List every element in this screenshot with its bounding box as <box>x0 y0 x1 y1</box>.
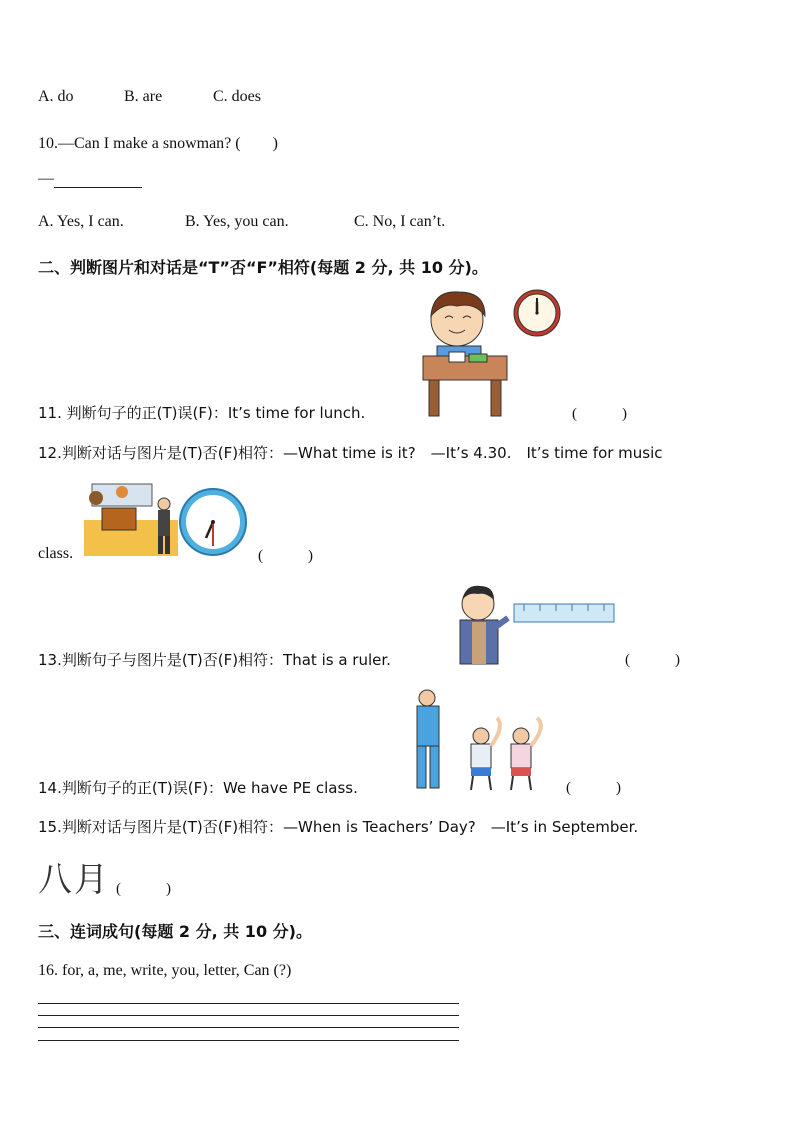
q10-question: 10.—Can I make a snowman? ( ) <box>38 135 278 152</box>
q10-option-a: A. Yes, I can. <box>38 213 124 230</box>
answer-line-4[interactable] <box>38 1040 459 1041</box>
pe-class-picture <box>405 688 555 792</box>
august-calligraphy-image: 八月 <box>38 860 110 900</box>
answer-line-1[interactable] <box>38 1003 459 1004</box>
q13-text: 13.判断句子与图片是(T)否(F)相符：That is a ruler. <box>38 651 391 669</box>
q10-answer-line[interactable] <box>38 170 142 188</box>
q9-option-b: B. are <box>124 88 163 105</box>
answer-line-2[interactable] <box>38 1015 459 1016</box>
music-class-picture <box>82 480 252 560</box>
boy-ruler-picture <box>446 584 618 666</box>
q11-answer-blank[interactable]: ( ) <box>572 406 627 422</box>
q15-text: 15.判断对话与图片是(T)否(F)相符：—When is Teachers’ Day? —It’s in September. <box>38 818 639 836</box>
q12-text: 12.判断对话与图片是(T)否(F)相符：—What time is it? —It’s 4.30. It’s time for music <box>38 444 663 462</box>
q14-answer-blank[interactable]: ( ) <box>566 780 621 796</box>
q12-text-continued: class. <box>38 545 74 562</box>
q10-dash: — <box>38 170 54 187</box>
q16-text: 16. for, a, me, write, you, letter, Can (?) <box>38 962 292 979</box>
section3-title: 三、连词成句(每题 2 分, 共 10 分)。 <box>38 922 312 941</box>
q15-answer-blank[interactable]: ( ) <box>116 881 171 897</box>
q11-text: 11. 判断句子的正(T)误(F)：It’s time for lunch. <box>38 404 366 422</box>
q9-option-c: C. does <box>213 88 261 105</box>
q13-answer-blank[interactable]: ( ) <box>625 652 680 668</box>
boy-lunch-picture <box>415 288 565 420</box>
answer-line-3[interactable] <box>38 1027 459 1028</box>
q10-option-b: B. Yes, you can. <box>185 213 289 230</box>
section2-title: 二、判断图片和对话是“T”否“F”相符(每题 2 分, 共 10 分)。 <box>38 258 488 277</box>
q10-option-c: C. No, I can’t. <box>354 213 446 230</box>
q14-text: 14.判断句子的正(T)误(F)：We have PE class. <box>38 779 358 797</box>
q9-option-a: A. do <box>38 88 74 105</box>
q12-answer-blank[interactable]: ( ) <box>258 548 313 564</box>
